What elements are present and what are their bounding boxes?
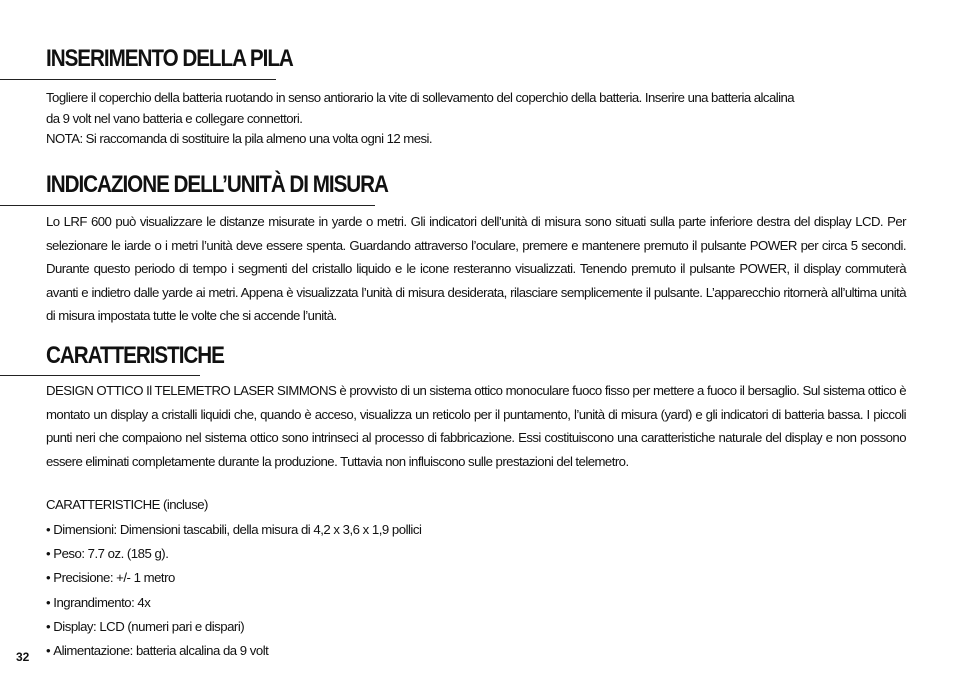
battery-paragraph <box>46 88 906 150</box>
heading-features: CARATTERISTICHE <box>46 342 224 369</box>
list-item: • Display: LCD (numeri pari e dispari) <box>46 615 421 639</box>
battery-line-2: da 9 volt nel vano batteria e collegare connettori. <box>46 110 303 126</box>
units-paragraph: Lo LRF 600 può visualizzare le distanze misurate in yarde o metri. Gli indicatori dell’unità di misura sono situati sulla parte inferiore destra del display LCD. Per selezionare le iarde o i metri l’unità deve essere spenta. Guardando attraverso l’oculare, premere e mantenere premuto il pulsante POWER per circa 5 secondi. Durante questo periodo di tempo i segmenti del cristallo liquido e le icone resteranno visualizzati. Tenendo premuto il pulsante POWER, il display commuterà avanti e indietro dalle yarde ai metri. Appena è visualizzata l’unità di misura desiderata, rilasciare semplicemente il pulsante. L’apparecchio ritornerà all’ultima unità di misura impostata tutte le volte che si accende l’unità. <box>46 214 906 323</box>
features-paragraph: DESIGN OTTICO Il TELEMETRO LASER SIMMONS è provvisto di un sistema ottico monoculare fuoco fisso per mettere a fuoco il bersaglio. Sul sistema ottico è montato un display a cristalli liquidi che, quando è acceso, visualizza un reticolo per il puntamento, l’unità di misura (yard) e gli indicatori di batteria bassa. I piccoli punti neri che compaiono nel sistema ottico sono intrinseci al processo di fabbricazione. Essi costituiscono una caratteristiche naturale del display e non possono essere eliminati completamente durante la produzione. Tuttavia non influiscono sulle prestazioni del telemetro. <box>46 383 906 469</box>
heading-underline-battery <box>0 79 276 80</box>
list-item: • Peso: 7.7 oz. (185 g). <box>46 542 421 566</box>
heading-battery-insertion: INSERIMENTO DELLA PILA <box>46 45 293 72</box>
battery-note: NOTA: Si raccomanda di sostituire la pila almeno una volta ogni 12 mesi. <box>46 131 433 146</box>
list-item: • Ingrandimento: 4x <box>46 591 421 615</box>
list-item: • Dimensioni: Dimensioni tascabili, della misura di 4,2 x 3,6 x 1,9 pollici <box>46 518 421 542</box>
heading-unit-indication: INDICAZIONE DELL’UNITÀ DI MISURA <box>46 171 388 198</box>
list-item: • Alimentazione: batteria alcalina da 9 volt <box>46 639 421 663</box>
page-number: 32 <box>16 650 30 664</box>
features-list <box>46 518 421 663</box>
heading-underline-features <box>0 375 200 376</box>
features-list-title: CARATTERISTICHE (incluse) <box>46 497 208 512</box>
list-item: • Precisione: +/- 1 metro <box>46 566 421 590</box>
heading-underline-units <box>0 205 375 206</box>
battery-line-1: Togliere il coperchio della batteria ruotando in senso antiorario la vite di sollevamento del coperchio della batteria. Inserire una batteria alcalina <box>46 90 795 105</box>
